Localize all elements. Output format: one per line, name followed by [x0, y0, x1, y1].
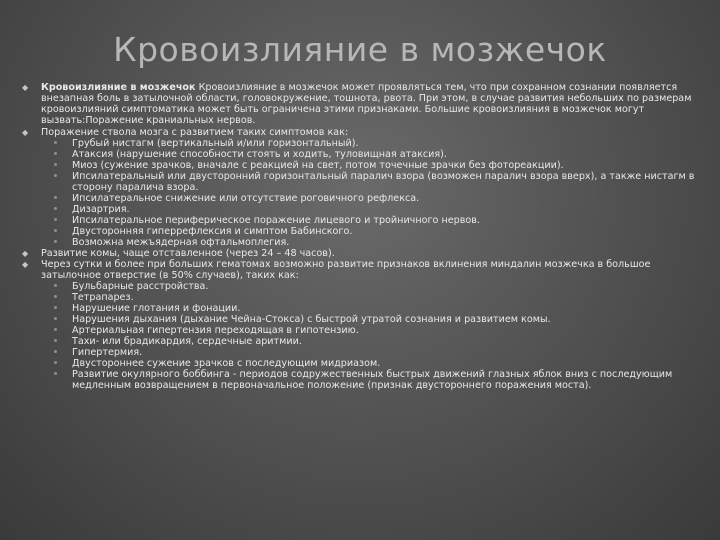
dot-bullet-icon — [54, 284, 57, 287]
bullet-text — [41, 82, 710, 126]
bullet-text: Развитие комы, чаще отставленное (через 24 – 48 часов). — [41, 248, 335, 259]
sub-item-text: Миоз (сужение зрачков, вначале с реакцией на свет, потом точечные зрачки без фотореакции). — [72, 160, 564, 171]
dot-bullet-icon — [54, 218, 57, 221]
diamond-bullet-icon: ◆ — [22, 260, 29, 269]
sub-list-item — [22, 138, 710, 149]
sub-list-item — [22, 314, 710, 325]
sub-list-item — [22, 358, 710, 369]
diamond-bullet-icon: ◆ — [22, 249, 29, 258]
sub-item-text: Атаксия (нарушение способности стоять и ходить, туловищная атаксия). — [72, 149, 447, 160]
dot-bullet-icon — [54, 328, 57, 331]
sub-item-text: Нарушения дыхания (дыхание Чейна-Стокса) с быстрой утратой сознания и развитием комы. — [72, 314, 551, 325]
sub-list-item — [22, 347, 710, 358]
dot-bullet-icon — [54, 240, 57, 243]
bullet-item — [22, 248, 710, 259]
sub-list-item — [22, 204, 710, 215]
dot-bullet-icon — [54, 317, 57, 320]
sub-list-item — [22, 215, 710, 226]
bullet-body: Кровоизлияние в мозжечок может проявляться тем, что при сохранном сознании появляется внезапная боль в затылочной области, головокружение, тошнота, рвота. При этом, в случае развития небольших по размерам кровоизлияний симптоматика может быть ограничена этими признаками. Большие кровоизлияния в мозжечок могут вызвать:Поражение краниальных нервов. — [41, 82, 692, 126]
dot-bullet-icon — [54, 295, 57, 298]
sub-item-text: Нарушение глотания и фонации. — [72, 303, 241, 314]
sub-item-text: Ипсилатеральный или двусторонний горизонтальный паралич взора (возможен паралич взора вверх), а также нистагм в сторону паралича взора. — [72, 171, 695, 193]
sub-item-text: Дизартрия. — [72, 204, 130, 215]
dot-bullet-icon — [54, 207, 57, 210]
sub-list-item — [22, 369, 710, 391]
dot-bullet-icon — [54, 141, 57, 144]
dot-bullet-icon — [54, 361, 57, 364]
diamond-bullet-icon: ◆ — [22, 128, 29, 137]
slide-content — [22, 82, 710, 391]
bullet-text: Через сутки и более при больших гематомах возможно развитие признаков вклинения миндалин мозжечка в большое затылочное отверстие (в 50% случаев), таких как: — [41, 259, 651, 281]
sub-item-text: Гипертермия. — [72, 347, 143, 358]
sub-list-item — [22, 160, 710, 171]
sub-item-text: Ипсилатеральное периферическое поражение лицевого и тройничного нервов. — [72, 215, 480, 226]
sub-item-text: Развитие окулярного боббинга - периодов содружественных быстрых движений глазных яблок вниз с последующим медленным возвращением в первоначальное положение (признак двустороннего поражения моста). — [72, 369, 673, 391]
sub-item-text: Двусторонняя гиперрефлексия и симптом Бабинского. — [72, 226, 353, 237]
sub-list-item — [22, 193, 710, 204]
sub-item-text: Артериальная гипертензия переходящая в гипотензию. — [72, 325, 359, 336]
dot-bullet-icon — [54, 163, 57, 166]
bullet-lead: Кровоизлияние в мозжечок — [41, 82, 196, 93]
dot-bullet-icon — [54, 152, 57, 155]
diamond-bullet-icon: ◆ — [22, 83, 29, 92]
sub-list-item — [22, 171, 710, 193]
sub-list-item — [22, 292, 710, 303]
dot-bullet-icon — [54, 372, 57, 375]
sub-list-item — [22, 336, 710, 347]
slide-title: Кровоизлияние в мозжечок — [113, 30, 607, 69]
sub-list-item — [22, 281, 710, 292]
sub-item-text: Тетрапарез. — [72, 292, 134, 303]
bullet-item — [22, 259, 710, 281]
sub-item-text: Бульбарные расстройства. — [72, 281, 209, 292]
sub-list-item — [22, 237, 710, 248]
dot-bullet-icon — [54, 350, 57, 353]
sub-list-item — [22, 303, 710, 314]
sub-item-text: Двустороннее сужение зрачков с последующим мидриазом. — [72, 358, 381, 369]
sub-item-text: Возможна межъядерная офтальмоплегия. — [72, 237, 290, 248]
sub-list-item — [22, 325, 710, 336]
bullet-text: Поражение ствола мозга с развитием таких симптомов как: — [41, 127, 349, 138]
bullet-item — [22, 127, 710, 138]
sub-item-text: Грубый нистагм (вертикальный и/или горизонтальный). — [72, 138, 359, 149]
dot-bullet-icon — [54, 339, 57, 342]
dot-bullet-icon — [54, 196, 57, 199]
dot-bullet-icon — [54, 229, 57, 232]
dot-bullet-icon — [54, 306, 57, 309]
sub-list-item — [22, 226, 710, 237]
sub-item-text: Тахи- или брадикардия, сердечные аритмии. — [72, 336, 302, 347]
dot-bullet-icon — [54, 174, 57, 177]
sub-list-item — [22, 149, 710, 160]
sub-item-text: Ипсилатеральное снижение или отсутствие роговичного рефлекса. — [72, 193, 420, 204]
bullet-item — [22, 82, 710, 126]
